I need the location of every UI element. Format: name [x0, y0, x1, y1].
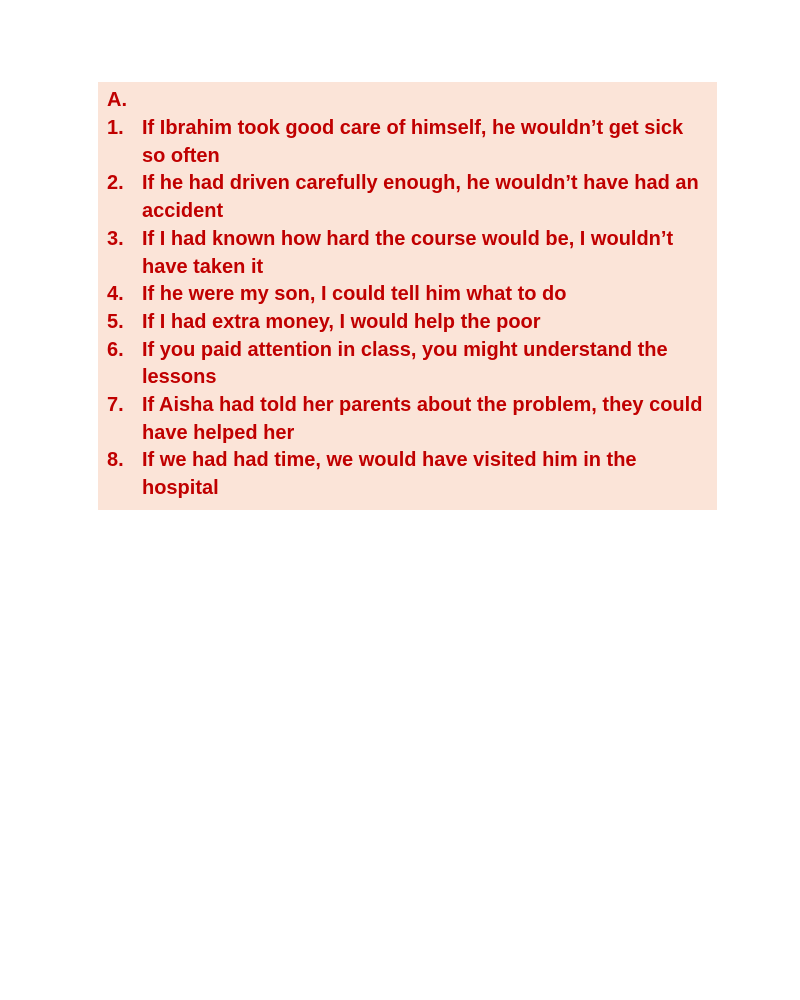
answer-number: 3. [107, 227, 124, 250]
answer-text: If I had known how hard the course would be, I wouldn’t have taken it [142, 227, 674, 278]
answer-item-7 [107, 392, 705, 447]
answer-number: 4. [107, 283, 124, 306]
answer-number: 6. [107, 338, 124, 361]
answer-text: If we had had time, we would have visited him in the hospital [142, 449, 637, 500]
answer-text: If Ibrahim took good care of himself, he wouldn’t get sick so often [142, 117, 684, 167]
answer-number: 5. [107, 310, 124, 333]
answer-item-2 [107, 170, 705, 225]
answer-text: If he had driven carefully enough, he wouldn’t have had an accident [142, 172, 699, 223]
answer-number: 1. [107, 117, 124, 139]
answer-key-box [98, 82, 717, 510]
answer-item-6 [107, 337, 705, 392]
answer-item-4 [107, 281, 705, 309]
answer-text: If he were my son, I could tell him what to do [142, 283, 567, 306]
answer-number: 8. [107, 449, 124, 472]
answer-number: 7. [107, 394, 124, 417]
section-label: A. [107, 89, 127, 111]
answer-text: If Aisha had told her parents about the problem, they could have helped her [142, 394, 703, 444]
answer-item-5 [107, 309, 705, 337]
answer-text: If you paid attention in class, you might understand the lessons [142, 338, 668, 389]
answer-item-3 [107, 226, 705, 281]
answer-item-8 [107, 447, 705, 502]
answer-list [107, 115, 705, 503]
answer-number: 2. [107, 172, 124, 195]
answer-text: If I had extra money, I would help the poor [142, 310, 541, 333]
answer-item-1 [107, 115, 705, 170]
